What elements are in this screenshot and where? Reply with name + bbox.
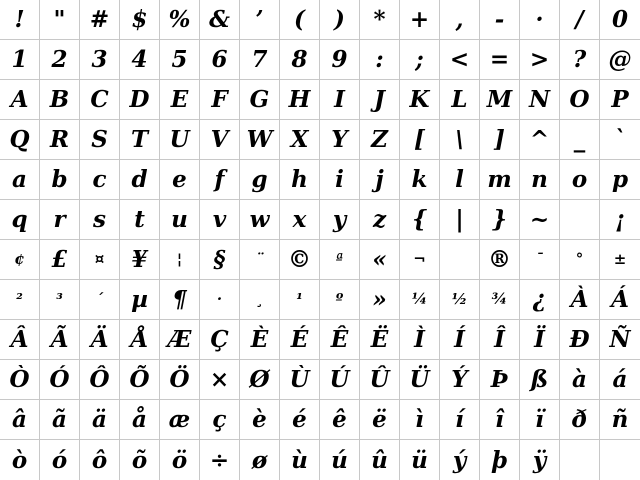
glyph-cell[interactable]: ô xyxy=(80,440,120,480)
glyph-cell[interactable]: ñ xyxy=(600,400,640,440)
glyph-cell[interactable]: ¶ xyxy=(160,280,200,320)
glyph-cell[interactable]: ¬ xyxy=(400,240,440,280)
glyph-cell[interactable]: ´ xyxy=(80,280,120,320)
glyph-cell[interactable]: r xyxy=(40,200,80,240)
glyph-cell[interactable]: _ xyxy=(560,120,600,160)
glyph-cell[interactable]: à xyxy=(560,360,600,400)
glyph-cell[interactable]: í xyxy=(440,400,480,440)
glyph-cell[interactable]: ¯ xyxy=(520,240,560,280)
glyph-cell[interactable]: 8 xyxy=(280,40,320,80)
glyph-cell[interactable]: ¿ xyxy=(520,280,560,320)
glyph-cell[interactable]: Ü xyxy=(400,360,440,400)
glyph-cell[interactable]: « xyxy=(360,240,400,280)
glyph-cell[interactable]: g xyxy=(240,160,280,200)
glyph-cell[interactable]: ö xyxy=(160,440,200,480)
glyph-cell[interactable]: l xyxy=(440,160,480,200)
glyph-cell[interactable]: Ú xyxy=(320,360,360,400)
glyph-cell[interactable]: · xyxy=(200,280,240,320)
glyph-cell[interactable]: 4 xyxy=(120,40,160,80)
glyph-cell[interactable]: F xyxy=(200,80,240,120)
glyph-cell[interactable]: ¸ xyxy=(240,280,280,320)
glyph-cell[interactable]: [ xyxy=(400,120,440,160)
glyph-cell[interactable]: ’ xyxy=(240,0,280,40)
glyph-cell[interactable]: × xyxy=(200,360,240,400)
glyph-cell[interactable]: 1 xyxy=(0,40,40,80)
glyph-cell[interactable]: @ xyxy=(600,40,640,80)
glyph-cell[interactable]: a xyxy=(0,160,40,200)
glyph-cell[interactable]: õ xyxy=(120,440,160,480)
glyph-cell[interactable]: ÿ xyxy=(520,440,560,480)
glyph-cell[interactable]: % xyxy=(160,0,200,40)
glyph-cell[interactable]: ¥ xyxy=(120,240,160,280)
glyph-cell[interactable]: ¡ xyxy=(600,200,640,240)
glyph-cell[interactable]: J xyxy=(360,80,400,120)
glyph-cell[interactable]: / xyxy=(560,0,600,40)
glyph-cell[interactable]: D xyxy=(120,80,160,120)
glyph-cell[interactable]: Ý xyxy=(440,360,480,400)
glyph-cell[interactable] xyxy=(560,200,600,240)
glyph-cell[interactable]: 7 xyxy=(240,40,280,80)
glyph-cell[interactable]: # xyxy=(80,0,120,40)
glyph-cell[interactable]: E xyxy=(160,80,200,120)
glyph-cell[interactable]: ¨ xyxy=(240,240,280,280)
glyph-cell[interactable]: z xyxy=(360,200,400,240)
glyph-cell[interactable]: & xyxy=(200,0,240,40)
glyph-cell[interactable]: B xyxy=(40,80,80,120)
glyph-cell[interactable]: á xyxy=(600,360,640,400)
glyph-cell[interactable]: Z xyxy=(360,120,400,160)
glyph-cell[interactable]: î xyxy=(480,400,520,440)
glyph-cell[interactable]: Ñ xyxy=(600,320,640,360)
glyph-cell[interactable]: æ xyxy=(160,400,200,440)
glyph-cell[interactable]: = xyxy=(480,40,520,80)
glyph-cell[interactable]: C xyxy=(80,80,120,120)
glyph-cell[interactable]: ¼ xyxy=(400,280,440,320)
glyph-cell[interactable]: Ê xyxy=(320,320,360,360)
glyph-cell[interactable]: ² xyxy=(0,280,40,320)
glyph-cell[interactable]: § xyxy=(200,240,240,280)
glyph-cell[interactable]: 6 xyxy=(200,40,240,80)
glyph-cell[interactable]: Õ xyxy=(120,360,160,400)
glyph-cell[interactable]: Á xyxy=(600,280,640,320)
glyph-cell[interactable]: > xyxy=(520,40,560,80)
glyph-cell[interactable] xyxy=(440,240,480,280)
glyph-cell[interactable]: v xyxy=(200,200,240,240)
glyph-cell[interactable]: } xyxy=(480,200,520,240)
glyph-cell[interactable]: x xyxy=(280,200,320,240)
glyph-cell[interactable]: ý xyxy=(440,440,480,480)
glyph-cell[interactable]: ( xyxy=(280,0,320,40)
glyph-cell[interactable]: ] xyxy=(480,120,520,160)
glyph-cell[interactable]: ! xyxy=(0,0,40,40)
glyph-cell[interactable]: H xyxy=(280,80,320,120)
glyph-cell[interactable]: Ë xyxy=(360,320,400,360)
glyph-cell[interactable]: ï xyxy=(520,400,560,440)
glyph-cell[interactable]: c xyxy=(80,160,120,200)
glyph-cell[interactable]: É xyxy=(280,320,320,360)
glyph-cell[interactable]: 9 xyxy=(320,40,360,80)
glyph-cell[interactable]: ~ xyxy=(520,200,560,240)
glyph-cell[interactable]: o xyxy=(560,160,600,200)
glyph-cell[interactable]: © xyxy=(280,240,320,280)
glyph-cell[interactable]: { xyxy=(400,200,440,240)
glyph-cell[interactable]: j xyxy=(360,160,400,200)
glyph-cell[interactable]: " xyxy=(40,0,80,40)
glyph-cell[interactable]: Ç xyxy=(200,320,240,360)
glyph-cell[interactable]: Ï xyxy=(520,320,560,360)
glyph-cell[interactable]: Ò xyxy=(0,360,40,400)
glyph-cell[interactable]: Ì xyxy=(400,320,440,360)
glyph-cell[interactable]: å xyxy=(120,400,160,440)
glyph-cell[interactable]: â xyxy=(0,400,40,440)
glyph-cell[interactable]: 3 xyxy=(80,40,120,80)
glyph-cell[interactable]: ½ xyxy=(440,280,480,320)
glyph-cell[interactable]: ê xyxy=(320,400,360,440)
glyph-cell[interactable]: I xyxy=(320,80,360,120)
glyph-cell[interactable]: Ã xyxy=(40,320,80,360)
glyph-cell[interactable]: ^ xyxy=(520,120,560,160)
glyph-cell[interactable]: A xyxy=(0,80,40,120)
glyph-cell[interactable]: Þ xyxy=(480,360,520,400)
glyph-cell[interactable]: è xyxy=(240,400,280,440)
glyph-cell[interactable]: | xyxy=(440,200,480,240)
glyph-cell[interactable]: Í xyxy=(440,320,480,360)
glyph-cell[interactable]: V xyxy=(200,120,240,160)
glyph-cell[interactable]: µ xyxy=(120,280,160,320)
glyph-cell[interactable]: ± xyxy=(600,240,640,280)
glyph-cell[interactable]: ¾ xyxy=(480,280,520,320)
glyph-cell[interactable]: X xyxy=(280,120,320,160)
glyph-cell[interactable]: ë xyxy=(360,400,400,440)
glyph-cell[interactable]: ¦ xyxy=(160,240,200,280)
glyph-cell[interactable]: * xyxy=(360,0,400,40)
glyph-cell[interactable]: Ô xyxy=(80,360,120,400)
glyph-cell[interactable]: d xyxy=(120,160,160,200)
glyph-cell[interactable]: ¤ xyxy=(80,240,120,280)
glyph-cell[interactable] xyxy=(600,440,640,480)
glyph-cell[interactable]: Ù xyxy=(280,360,320,400)
glyph-cell[interactable]: Å xyxy=(120,320,160,360)
glyph-cell[interactable]: ó xyxy=(40,440,80,480)
glyph-cell[interactable]: - xyxy=(480,0,520,40)
glyph-cell[interactable]: Q xyxy=(0,120,40,160)
glyph-cell[interactable]: £ xyxy=(40,240,80,280)
glyph-cell[interactable]: K xyxy=(400,80,440,120)
glyph-cell[interactable]: p xyxy=(600,160,640,200)
glyph-cell[interactable]: ` xyxy=(600,120,640,160)
glyph-cell[interactable]: M xyxy=(480,80,520,120)
glyph-cell[interactable]: Î xyxy=(480,320,520,360)
glyph-cell[interactable]: û xyxy=(360,440,400,480)
glyph-cell[interactable]: < xyxy=(440,40,480,80)
glyph-cell[interactable]: 0 xyxy=(600,0,640,40)
glyph-cell[interactable]: ) xyxy=(320,0,360,40)
glyph-cell[interactable]: ; xyxy=(400,40,440,80)
glyph-cell[interactable]: n xyxy=(520,160,560,200)
glyph-cell[interactable]: ù xyxy=(280,440,320,480)
glyph-cell[interactable]: t xyxy=(120,200,160,240)
glyph-cell[interactable]: R xyxy=(40,120,80,160)
glyph-cell[interactable]: m xyxy=(480,160,520,200)
glyph-cell[interactable]: W xyxy=(240,120,280,160)
glyph-cell[interactable]: À xyxy=(560,280,600,320)
glyph-cell[interactable]: · xyxy=(520,0,560,40)
glyph-cell[interactable]: $ xyxy=(120,0,160,40)
glyph-cell[interactable]: e xyxy=(160,160,200,200)
glyph-cell[interactable]: h xyxy=(280,160,320,200)
glyph-cell[interactable]: U xyxy=(160,120,200,160)
glyph-cell[interactable]: Ä xyxy=(80,320,120,360)
glyph-cell[interactable]: L xyxy=(440,80,480,120)
glyph-cell[interactable]: f xyxy=(200,160,240,200)
glyph-cell[interactable]: s xyxy=(80,200,120,240)
glyph-cell[interactable]: é xyxy=(280,400,320,440)
glyph-cell[interactable]: ì xyxy=(400,400,440,440)
glyph-cell[interactable]: Ö xyxy=(160,360,200,400)
glyph-cell[interactable]: w xyxy=(240,200,280,240)
glyph-cell[interactable]: » xyxy=(360,280,400,320)
glyph-cell[interactable]: ð xyxy=(560,400,600,440)
glyph-cell[interactable]: u xyxy=(160,200,200,240)
glyph-cell[interactable]: , xyxy=(440,0,480,40)
glyph-cell[interactable]: q xyxy=(0,200,40,240)
glyph-cell[interactable]: k xyxy=(400,160,440,200)
glyph-cell[interactable]: ° xyxy=(560,240,600,280)
glyph-cell[interactable]: b xyxy=(40,160,80,200)
glyph-cell[interactable]: ³ xyxy=(40,280,80,320)
glyph-cell[interactable]: ç xyxy=(200,400,240,440)
glyph-cell[interactable]: 2 xyxy=(40,40,80,80)
glyph-cell[interactable]: 5 xyxy=(160,40,200,80)
glyph-cell[interactable]: ¢ xyxy=(0,240,40,280)
glyph-cell[interactable]: ? xyxy=(560,40,600,80)
glyph-cell[interactable]: G xyxy=(240,80,280,120)
glyph-cell[interactable]: \ xyxy=(440,120,480,160)
glyph-cell[interactable]: ¹ xyxy=(280,280,320,320)
glyph-cell[interactable]: Â xyxy=(0,320,40,360)
glyph-cell[interactable]: ø xyxy=(240,440,280,480)
glyph-cell[interactable]: ® xyxy=(480,240,520,280)
glyph-cell[interactable]: Û xyxy=(360,360,400,400)
glyph-cell[interactable]: ä xyxy=(80,400,120,440)
glyph-cell[interactable]: O xyxy=(560,80,600,120)
glyph-cell[interactable]: º xyxy=(320,280,360,320)
glyph-cell[interactable]: ã xyxy=(40,400,80,440)
glyph-cell[interactable] xyxy=(560,440,600,480)
glyph-cell[interactable]: S xyxy=(80,120,120,160)
glyph-cell[interactable]: : xyxy=(360,40,400,80)
glyph-cell[interactable]: ü xyxy=(400,440,440,480)
glyph-cell[interactable]: ú xyxy=(320,440,360,480)
glyph-cell[interactable]: ª xyxy=(320,240,360,280)
glyph-cell[interactable]: T xyxy=(120,120,160,160)
glyph-cell[interactable]: ß xyxy=(520,360,560,400)
glyph-cell[interactable]: N xyxy=(520,80,560,120)
glyph-cell[interactable]: ÷ xyxy=(200,440,240,480)
glyph-cell[interactable]: È xyxy=(240,320,280,360)
glyph-cell[interactable]: y xyxy=(320,200,360,240)
glyph-cell[interactable]: Ó xyxy=(40,360,80,400)
glyph-cell[interactable]: Ø xyxy=(240,360,280,400)
glyph-cell[interactable]: ò xyxy=(0,440,40,480)
glyph-cell[interactable]: þ xyxy=(480,440,520,480)
glyph-cell[interactable]: Ð xyxy=(560,320,600,360)
glyph-cell[interactable]: i xyxy=(320,160,360,200)
glyph-cell[interactable]: Y xyxy=(320,120,360,160)
glyph-cell[interactable]: P xyxy=(600,80,640,120)
glyph-cell[interactable]: + xyxy=(400,0,440,40)
glyph-cell[interactable]: Æ xyxy=(160,320,200,360)
